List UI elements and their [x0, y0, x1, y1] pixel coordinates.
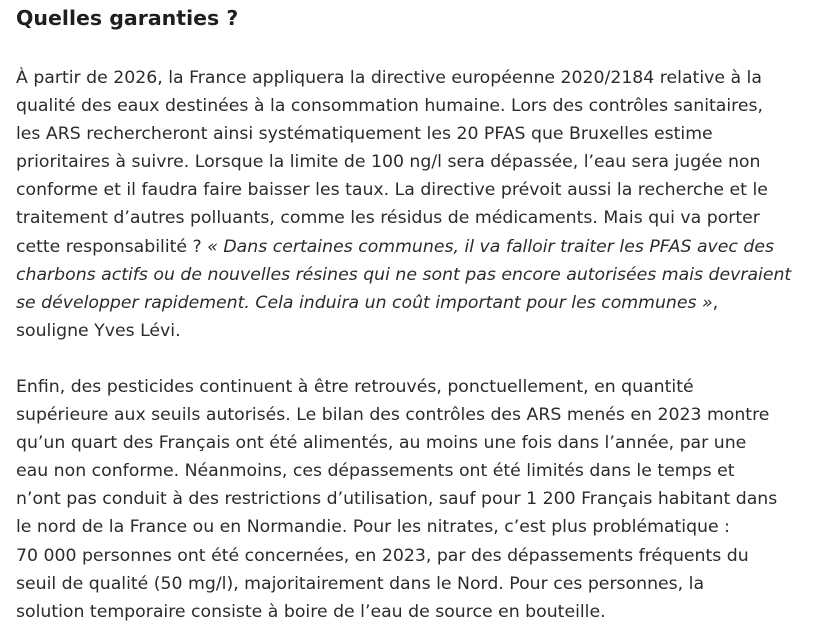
- body-text: le nord de la France ou en Normandie. Pour les nitrates, c’est plus problématique :: [16, 517, 730, 538]
- text-line: [16, 542, 816, 570]
- body-text: ,: [712, 292, 719, 313]
- text-line: [16, 261, 816, 289]
- text-line: [16, 233, 816, 261]
- quote-text: charbons actifs ou de nouvelles résines qui ne sont pas encore autorisées mais devraient: [16, 264, 792, 285]
- article-paragraph: [16, 373, 816, 626]
- body-text: traitement d’autres polluants, comme les résidus de médicaments. Mais qui va porter: [16, 208, 760, 229]
- body-text: conforme et il faudra faire baisser les taux. La directive prévoit aussi la recherche et le: [16, 180, 768, 201]
- text-line: [16, 176, 816, 204]
- body-text: n’ont pas conduit à des restrictions d’utilisation, sauf pour 1 200 Français habitant dans: [16, 489, 778, 510]
- body-text: 70 000 personnes ont été concernées, en 2023, par des dépassements fréquents du: [16, 545, 749, 566]
- body-text: Enfin, des pesticides continuent à être retrouvés, ponctuellement, en quantité: [16, 377, 694, 397]
- article-paragraph: [16, 64, 816, 345]
- section-heading: Quelles garanties ?: [16, 6, 239, 30]
- body-text: cette responsabilité ?: [16, 236, 208, 257]
- quote-text: se développer rapidement. Cela induira un coût important pour les communes »: [16, 292, 713, 313]
- text-line: [16, 289, 816, 317]
- body-text: solution temporaire consiste à boire de l’eau de source en bouteille.: [16, 601, 606, 622]
- text-line: [16, 570, 816, 598]
- text-line: [16, 92, 816, 120]
- text-line: [16, 485, 816, 513]
- text-line: [16, 373, 816, 401]
- body-text: qualité des eaux destinées à la consommation humaine. Lors des contrôles sanitaires,: [16, 96, 764, 117]
- body-text: les ARS rechercheront ainsi systématiquement les 20 PFAS que Bruxelles estime: [16, 124, 713, 145]
- body-text: qu’un quart des Français ont été alimentés, au moins une fois dans l’année, par une: [16, 433, 747, 454]
- text-line: [16, 148, 816, 176]
- body-text: prioritaires à suivre. Lorsque la limite de 100 ng/l sera dépassée, l’eau sera jugée non: [16, 152, 761, 173]
- text-line: [16, 120, 816, 148]
- text-line: [16, 598, 816, 626]
- text-line: [16, 513, 816, 541]
- body-text: eau non conforme. Néanmoins, ces dépassements ont été limités dans le temps et: [16, 461, 735, 482]
- text-line: [16, 64, 816, 92]
- body-text: À partir de 2026, la France appliquera la directive européenne 2020/2184 relative à la: [16, 68, 762, 88]
- text-line: [16, 317, 816, 345]
- text-line: [16, 401, 816, 429]
- body-text: seuil de qualité (50 mg/l), majoritairement dans le Nord. Pour ces personnes, la: [16, 573, 705, 594]
- body-text: souligne Yves Lévi.: [16, 320, 181, 341]
- text-line: [16, 204, 816, 232]
- text-line: [16, 457, 816, 485]
- quote-text: « Dans certaines communes, il va falloir traiter les PFAS avec des: [207, 236, 775, 257]
- text-line: [16, 429, 816, 457]
- body-text: supérieure aux seuils autorisés. Le bilan des contrôles des ARS menés en 2023 montre: [16, 405, 770, 426]
